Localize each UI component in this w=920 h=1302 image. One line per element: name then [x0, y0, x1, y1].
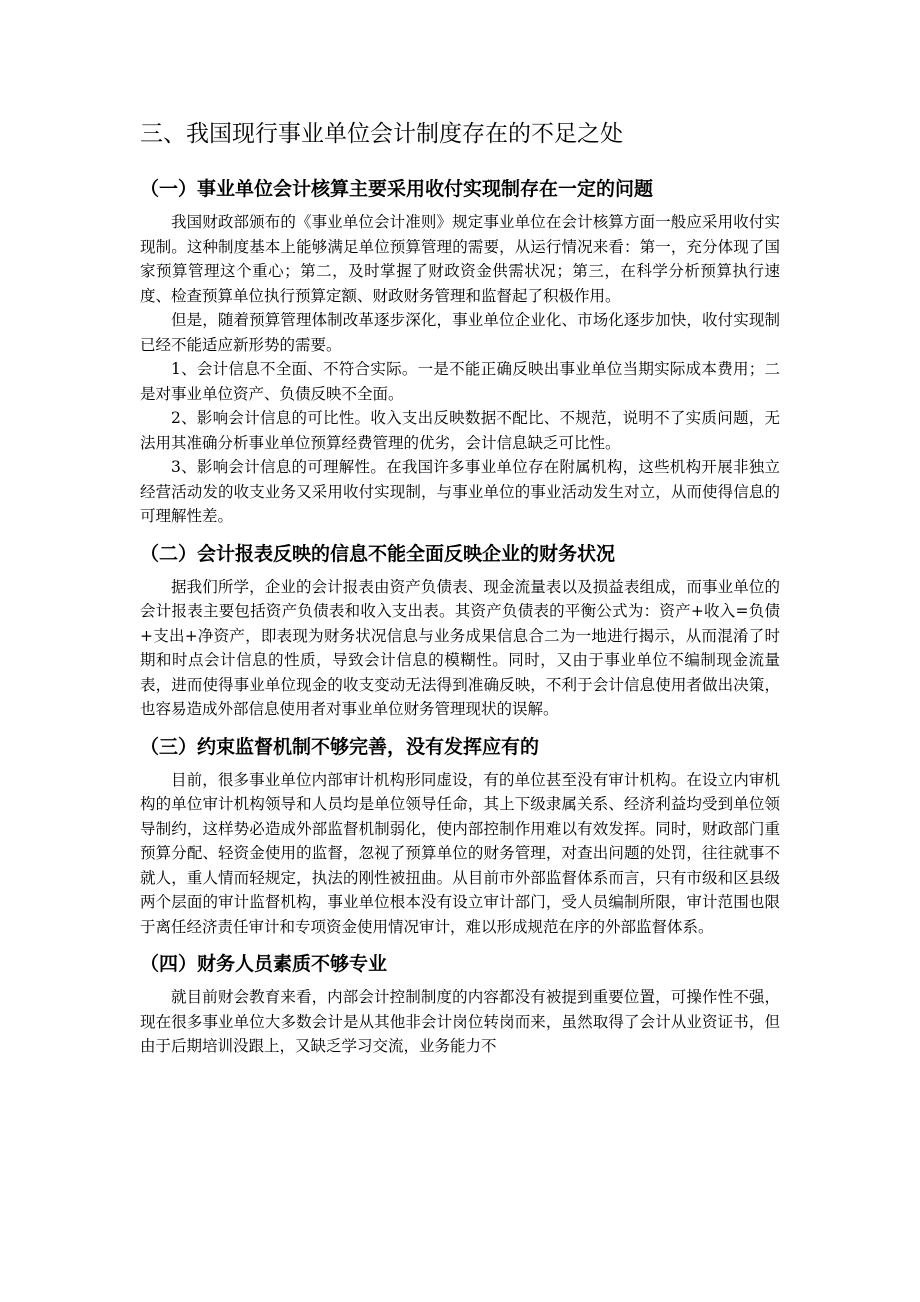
- section-2: [140, 539, 780, 722]
- section-heading: （一）事业单位会计核算主要采用收付实现制存在一定的问题: [140, 178, 654, 200]
- section-3: [140, 732, 780, 940]
- page-title: 三、我国现行事业单位会计制度存在的不足之处: [140, 121, 623, 147]
- paragraph: 目前，很多事业单位内部审计机构形同虚设，有的单位甚至没有审计机构。在设立内审机构的单位审计机构领导和人员均是单位领导任命，其上下级隶属关系、经济利益均受到单位领导制约，这样势必造成外部监督机制弱化，使内部控制作用难以有效发挥。同时，财政部门重预算分配、轻资金使用的监督，忽视了预算单位的财务管理，对查出问题的处罚，往往就事不就人，重人情而轻规定，执法的刚性被扭曲。从目前市外部监督体系而言，只有市级和区县级两个层面的审计监督机构，事业单位根本没有设立审计部门，受人员编制所限，审计范围也限于离任经济责任审计和专项资金使用情况审计，难以形成规范在序的外部监督体系。: [140, 770, 780, 936]
- paragraph: 但是，随着预算管理体制改革逐步深化，事业单位企业化、市场化逐步加快，收付实现制已经不能适应新形势的需要。: [140, 311, 780, 354]
- paragraph: 2、影响会计信息的可比性。收入支出反映数据不配比、不规范，说明不了实质问题，无法用其准确分析事业单位预算经费管理的优劣，会计信息缺乏可比性。: [140, 409, 780, 452]
- paragraph: 我国财政部颁布的《事业单位会计准则》规定事业单位在会计核算方面一般应采用收付实现制。这种制度基本上能够满足单位预算管理的需要，从运行情况来看：第一，充分体现了国家预算管理这个重心；第二，及时掌握了财政资金供需状况；第三，在科学分析预算执行速度、检查预算单位执行预算定额、财政财务管理和监督起了积极作用。: [140, 213, 780, 305]
- paragraph: 就目前财会教育来看，内部会计控制制度的内容都没有被提到重要位置，可操作性不强，现在很多事业单位大多数会计是从其他非会计岗位转岗而来，虽然取得了会计从业资证书，但由于后期培训没跟上，又缺乏学习交流，业务能力不: [140, 988, 780, 1055]
- section-heading: （三）约束监督机制不够完善，没有发挥应有的: [140, 735, 540, 758]
- paragraph: 1、会计信息不全面、不符合实际。一是不能正确反映出事业单位当期实际成本费用；二是对事业单位资产、负债反映不全面。: [140, 360, 780, 403]
- paragraph: 3、影响会计信息的可理解性。在我国许多事业单位存在附属机构，这些机构开展非独立经营活动发的收支业务又采用收付实现制，与事业单位的事业活动发生对立，从而使得信息的可理解性差。: [140, 458, 780, 525]
- document-content: [140, 118, 780, 1059]
- section-heading: （二）会计报表反映的信息不能全面反映企业的财务状况: [140, 542, 616, 565]
- section-4: [140, 949, 780, 1059]
- section-heading: （四）财务人员素质不够专业: [140, 953, 388, 975]
- section-1: [140, 174, 780, 529]
- paragraph: 据我们所学，企业的会计报表由资产负债表、现金流量表以及损益表组成，而事业单位的会计报表主要包括资产负债表和收入支出表。其资产负债表的平衡公式为：资产+收入=负债+支出+净资产，即表现为财务状况信息与业务成果信息合二为一地进行揭示，从而混淆了时期和时点会计信息的性质，导致会计信息的模糊性。同时，又由于事业单位不编制现金流量表，进而使得事业单位现金的收支变动无法得到准确反映，不利于会计信息使用者做出决策，也容易造成外部信息使用者对事业单位财务管理现状的误解。: [140, 577, 780, 718]
